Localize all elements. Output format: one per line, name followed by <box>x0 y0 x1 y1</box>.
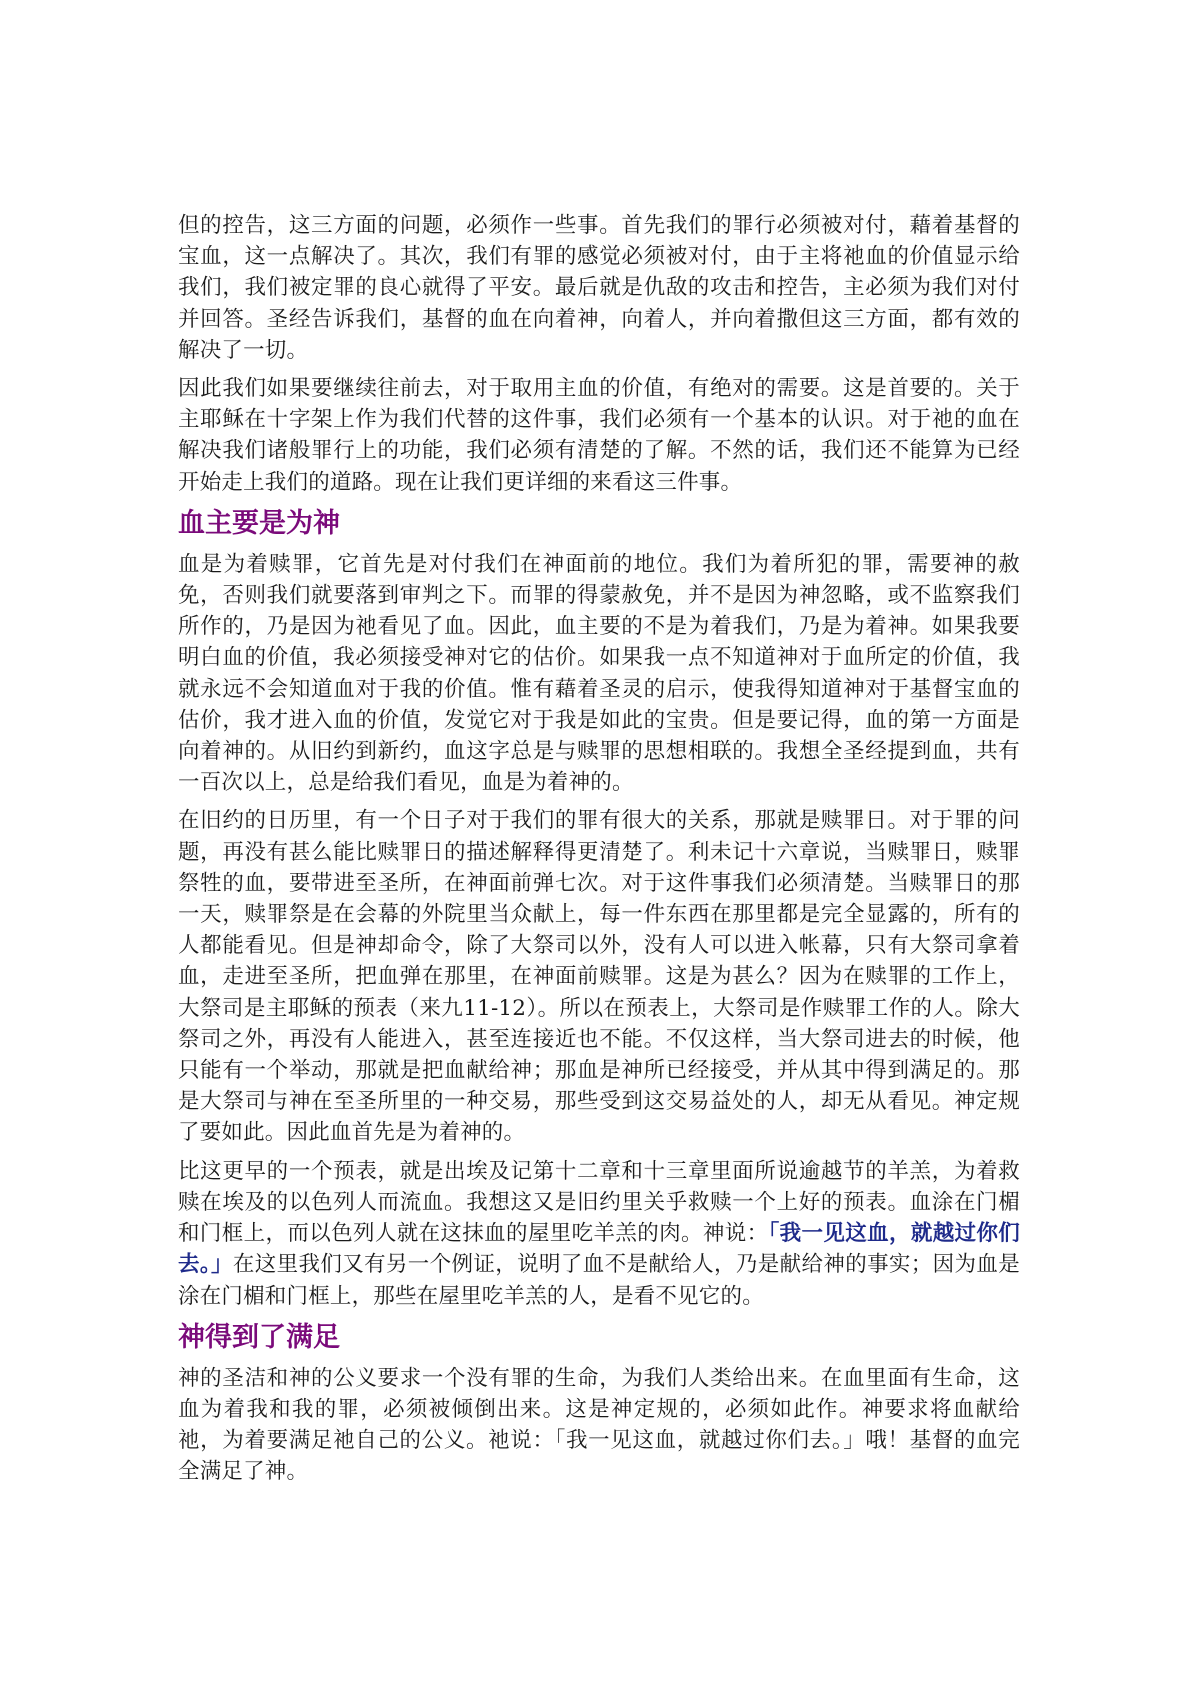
passover-quote: 「我一见这血，就越过你们去。」 <box>178 1221 1020 1278</box>
paragraph: 在旧约的日历里，有一个日子对于我们的罪有很大的关系，那就是赎罪日。对于罪的问题，再没有甚么能比赎罪日的描述解释得更清楚了。利未记十六章说，当赎罪日，赎罪祭牲的血，要带进至圣所，在神面前弹七次。对于这件事我们必须清楚。当赎罪日的那一天，赎罪祭是在会幕的外院里当众献上，每一件东西在那里都是完全显露的，所有的人都能看见。但是神却命令，除了大祭司以外，没有人可以进入帐幕，只有大祭司拿着血，走进至圣所，把血弹在那里，在神面前赎罪。这是为甚么？因为在赎罪的工作上，大祭司是主耶稣的预表（来九11-12）。所以在预表上，大祭司是作赎罪工作的人。除大祭司之外，再没有人能进入，甚至连接近也不能。不仅这样，当大祭司进去的时候，他只能有一个举动，那就是把血献给神；那血是神所已经接受，并从其中得到满足的。那是大祭司与神在至圣所里的一种交易，那些受到这交易益处的人，却无从看见。神定规了要如此。因此血首先是为着神的。 <box>178 808 1020 1146</box>
paragraph: 但的控告，这三方面的问题，必须作一些事。首先我们的罪行必须被对付，藉着基督的宝血，这一点解决了。其次，我们有罪的感觉必须被对付，由于主将祂血的价值显示给我们，我们被定罪的良心就得了平安。最后就是仇敌的攻击和控告，主必须为我们对付并回答。圣经告诉我们，基督的血在向着神，向着人，并向着撒但这三方面，都有效的解决了一切。 <box>178 213 1020 363</box>
paragraph-passover <box>178 1156 1020 1312</box>
paragraph: 因此我们如果要继续往前去，对于取用主血的价值，有绝对的需要。这是首要的。关于主耶稣在十字架上作为我们代替的这件事，我们必须有一个基本的认识。对于祂的血在解决我们诸般罪行上的功能，我们必须有清楚的了解。不然的话，我们还不能算为已经开始走上我们的道路。现在让我们更详细的来看这三件事。 <box>178 376 1020 495</box>
document-page <box>178 210 1020 1495</box>
passover-text-after: 在这里我们又有另一个例证，说明了血不是献给人，乃是献给神的事实；因为血是涂在门楣和门框上，那些在屋里吃羊羔的人，是看不见它的。 <box>178 1252 1020 1309</box>
passover-text-before: 比这更早的一个预表，就是出埃及记第十二章和十三章里面所说逾越节的羊羔，为着救赎在埃及的以色列人而流血。我想这又是旧约里关乎救赎一个上好的预表。血涂在门楣和门框上，而以色列人就在这抹血的屋里吃羊羔的肉。神说： <box>178 1158 1020 1247</box>
section-heading-blood-for-god: 血主要是为神 <box>178 507 340 539</box>
section-heading-god-satisfied: 神得到了满足 <box>178 1321 340 1353</box>
paragraph: 神的圣洁和神的公义要求一个没有罪的生命，为我们人类给出来。在血里面有生命，这血为着我和我的罪，必须被倾倒出来。这是神定规的，必须如此作。神要求将血献给祂，为着要满足祂自己的公义。祂说：「我一见这血，就越过你们去。」哦！基督的血完全满足了神。 <box>178 1365 1020 1485</box>
paragraph: 血是为着赎罪，它首先是对付我们在神面前的地位。我们为着所犯的罪，需要神的赦免，否则我们就要落到审判之下。而罪的得蒙赦免，并不是因为神忽略，或不监察我们所作的，乃是因为祂看见了血。因此，血主要的不是为着我们，乃是为着神。如果我要明白血的价值，我必须接受神对它的估价。如果我一点不知道神对于血所定的价值，我就永远不会知道血对于我的价值。惟有藉着圣灵的启示，使我得知道神对于基督宝血的估价，我才进入血的价值，发觉它对于我是如此的宝贵。但是要记得，血的第一方面是向着神的。从旧约到新约，血这字总是与赎罪的思想相联的。我想全圣经提到血，共有一百次以上，总是给我们看见，血是为着神的。 <box>178 551 1020 796</box>
